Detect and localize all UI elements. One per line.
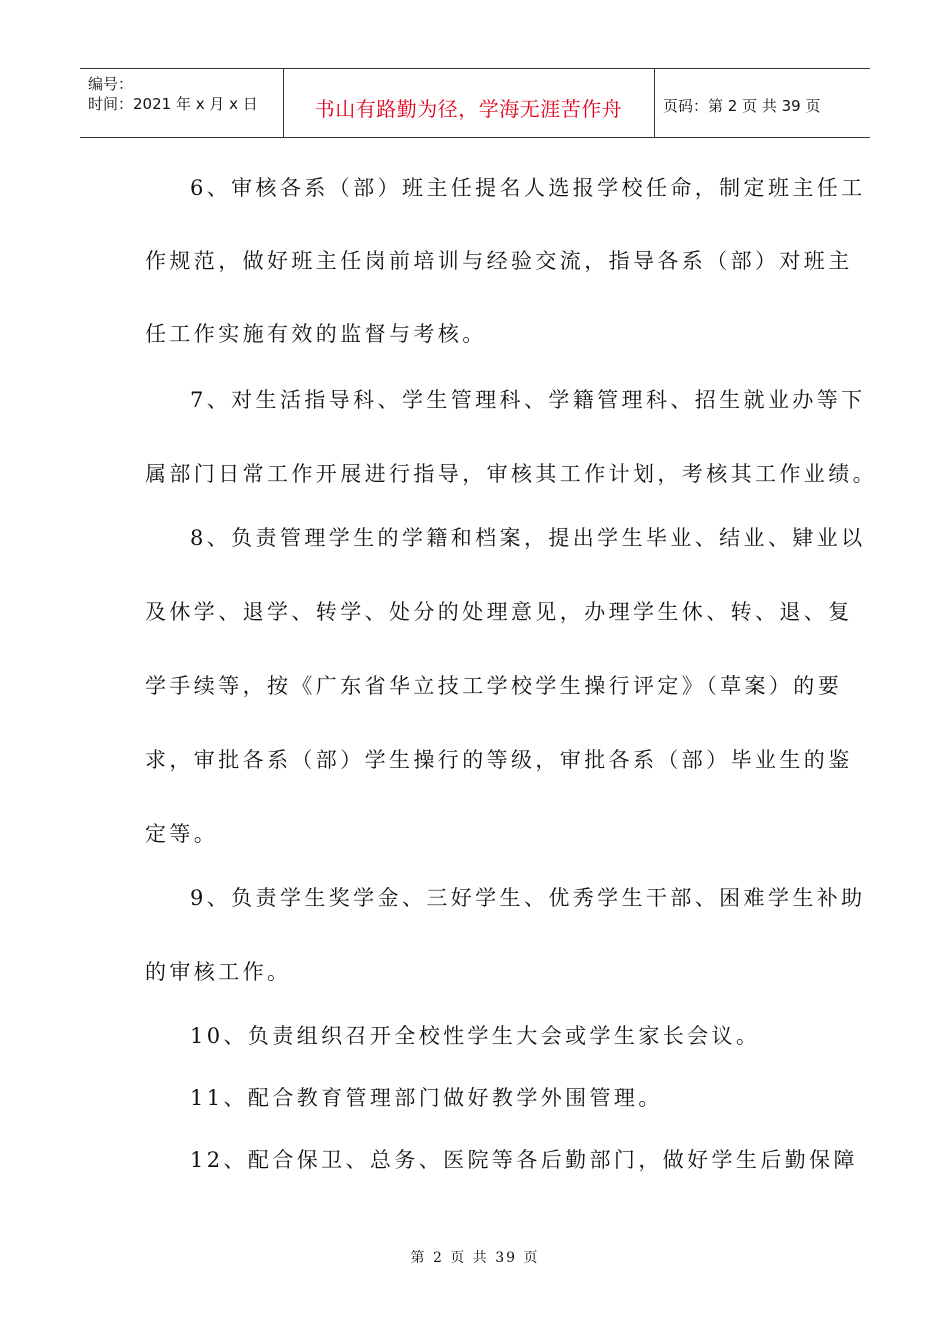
body-line: 12、配合保卫、总务、医院等各后勤部门，做好学生后勤保障 (190, 1148, 858, 1172)
header-motto-cell (283, 69, 655, 137)
body-line: 作规范，做好班主任岗前培训与经验交流，指导各系（部）对班主 (145, 249, 853, 273)
body-line: 11、配合教育管理部门做好教学外围管理。 (190, 1086, 663, 1110)
body-line: 求，审批各系（部）学生操行的等级，审批各系（部）毕业生的鉴 (145, 748, 853, 772)
body-line: 8、负责管理学生的学籍和档案，提出学生毕业、结业、肄业以 (190, 526, 866, 550)
body-line: 属部门日常工作开展进行指导，审核其工作计划，考核其工作业绩。 (145, 462, 877, 486)
page-header (80, 68, 870, 138)
body-line: 7、对生活指导科、学生管理科、学籍管理科、招生就业办等下 (190, 388, 866, 412)
body-line: 学手续等，按《广东省华立技工学校学生操行评定》（草案）的要 (145, 674, 843, 698)
header-page-info: 页码：第 2 页 共 39 页 (663, 97, 821, 115)
body-line: 的审核工作。 (145, 960, 292, 984)
body-line: 9、负责学生奖学金、三好学生、优秀学生干部、困难学生补助 (190, 886, 866, 910)
header-page-cell (655, 69, 870, 137)
body-line: 6、审核各系（部）班主任提名人选报学校任命，制定班主任工 (190, 176, 866, 200)
header-motto: 书山有路勤为径，学海无涯苦作舟 (314, 97, 623, 121)
body-line: 及休学、退学、转学、处分的处理意见，办理学生休、转、退、复 (145, 600, 853, 624)
body-line: 任工作实施有效的监督与考核。 (145, 322, 487, 346)
document-number-label: 编号： (88, 75, 134, 93)
document-date-label: 时间：2021 年 x 月 x 日 (88, 95, 258, 113)
body-line: 定等。 (145, 822, 219, 846)
body-line: 10、负责组织召开全校性学生大会或学生家长会议。 (190, 1024, 761, 1048)
page-footer: 第 2 页 共 39 页 (410, 1250, 540, 1266)
header-meta-cell (80, 69, 284, 137)
